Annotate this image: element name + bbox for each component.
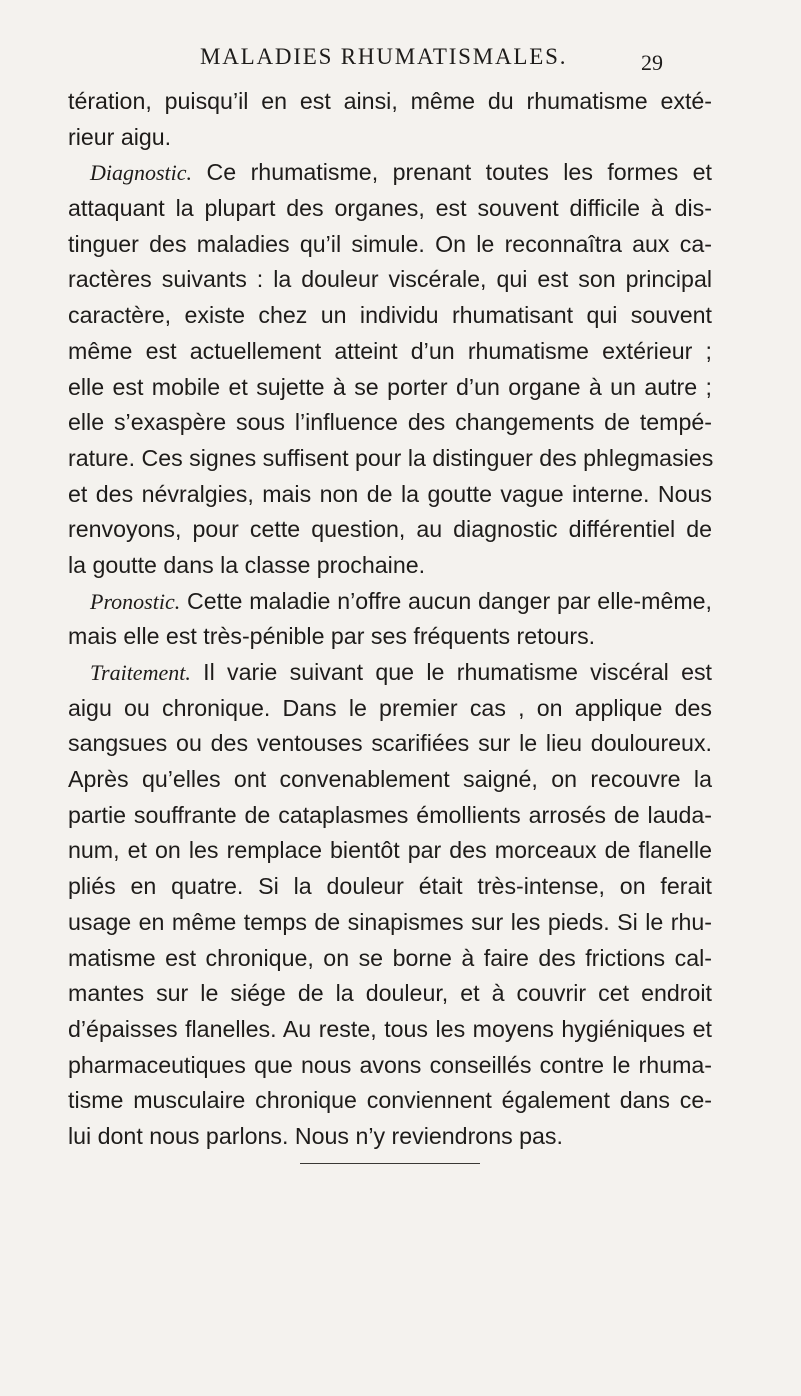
section-divider-rule — [300, 1163, 480, 1164]
section-lead-pronostic: Pronostic. — [90, 588, 181, 614]
text-line: matisme est chronique, on se borne à faire des frictions cal- — [68, 944, 712, 971]
text-line: pliés en quatre. Si la douleur était très-intense, on ferait — [68, 873, 712, 900]
text-line: aigu ou chronique. Dans le premier cas , on applique des — [68, 694, 712, 721]
text-line: num, et on les remplace bientôt par des morceaux de flanelle — [68, 837, 712, 864]
page-number: 29 — [641, 50, 663, 75]
text-line — [68, 155, 712, 191]
text-line: renvoyons, pour cette question, au diagnostic différentiel de — [68, 516, 712, 543]
text-line: tinguer des maladies qu’il simule. On le reconnaîtra aux ca- — [68, 230, 712, 257]
text-line — [68, 655, 712, 691]
text-line: tération, puisqu’il en est ainsi, même du rhumatisme exté- — [68, 88, 712, 114]
text-line: même est actuellement atteint d’un rhumatisme extérieur ; — [68, 337, 712, 364]
section-lead-traitement: Traitement. — [90, 660, 191, 685]
text-line: partie souffrante de cataplasmes émollients arrosés de lauda- — [68, 801, 712, 828]
text-run: Ce rhumatisme, prenant toutes les formes et — [192, 159, 712, 186]
text-line: sangsues ou des ventouses scarifiées sur le lieu douloureux. — [68, 730, 712, 757]
text-line: mais elle est très-pénible par ses fréquents retours. — [68, 623, 596, 650]
text-line: et des névralgies, mais non de la goutte vague interne. Nous — [68, 480, 712, 507]
text-line: usage en même temps de sinapismes sur les pieds. Si le rhu- — [68, 908, 712, 935]
text-line: rieur aigu. — [68, 123, 172, 150]
text-run: Cette maladie n’offre aucun danger par elle-même, — [180, 587, 712, 614]
body-text — [68, 84, 712, 1155]
running-title: MALADIES RHUMATISMALES. — [200, 44, 568, 69]
text-line: Après qu’elles ont convenablement saigné, on recouvre la — [68, 766, 712, 793]
text-line: la goutte dans la classe prochaine. — [68, 551, 426, 578]
text-run: Il varie suivant que le rhumatisme viscéral est — [190, 659, 712, 685]
text-line: d’épaisses flanelles. Au reste, tous les moyens hygiéniques et — [68, 1015, 712, 1042]
section-lead-diagnostic: Diagnostic. — [90, 160, 193, 186]
text-line: caractère, existe chez un individu rhumatisant qui souvent — [68, 302, 712, 329]
text-line: pharmaceutiques que nous avons conseillés contre le rhuma- — [68, 1051, 712, 1078]
text-line: ractères suivants : la douleur viscérale, qui est son principal — [68, 266, 712, 293]
text-line: lui dont nous parlons. Nous n’y reviendrons pas. — [68, 1122, 563, 1149]
text-line: tisme musculaire chronique conviennent également dans ce- — [68, 1087, 712, 1114]
text-line: elle est mobile et sujette à se porter d’un organe à un autre ; — [68, 373, 712, 400]
text-line: rature. Ces signes suffisent pour la distinguer des phlegmasies — [68, 444, 714, 471]
text-line — [68, 584, 712, 620]
text-line: attaquant la plupart des organes, est souvent difficile à dis- — [68, 195, 712, 222]
text-line: mantes sur le siége de la douleur, et à couvrir cet endroit — [68, 980, 712, 1007]
text-line: elle s’exaspère sous l’influence des changements de tempé- — [68, 409, 712, 436]
